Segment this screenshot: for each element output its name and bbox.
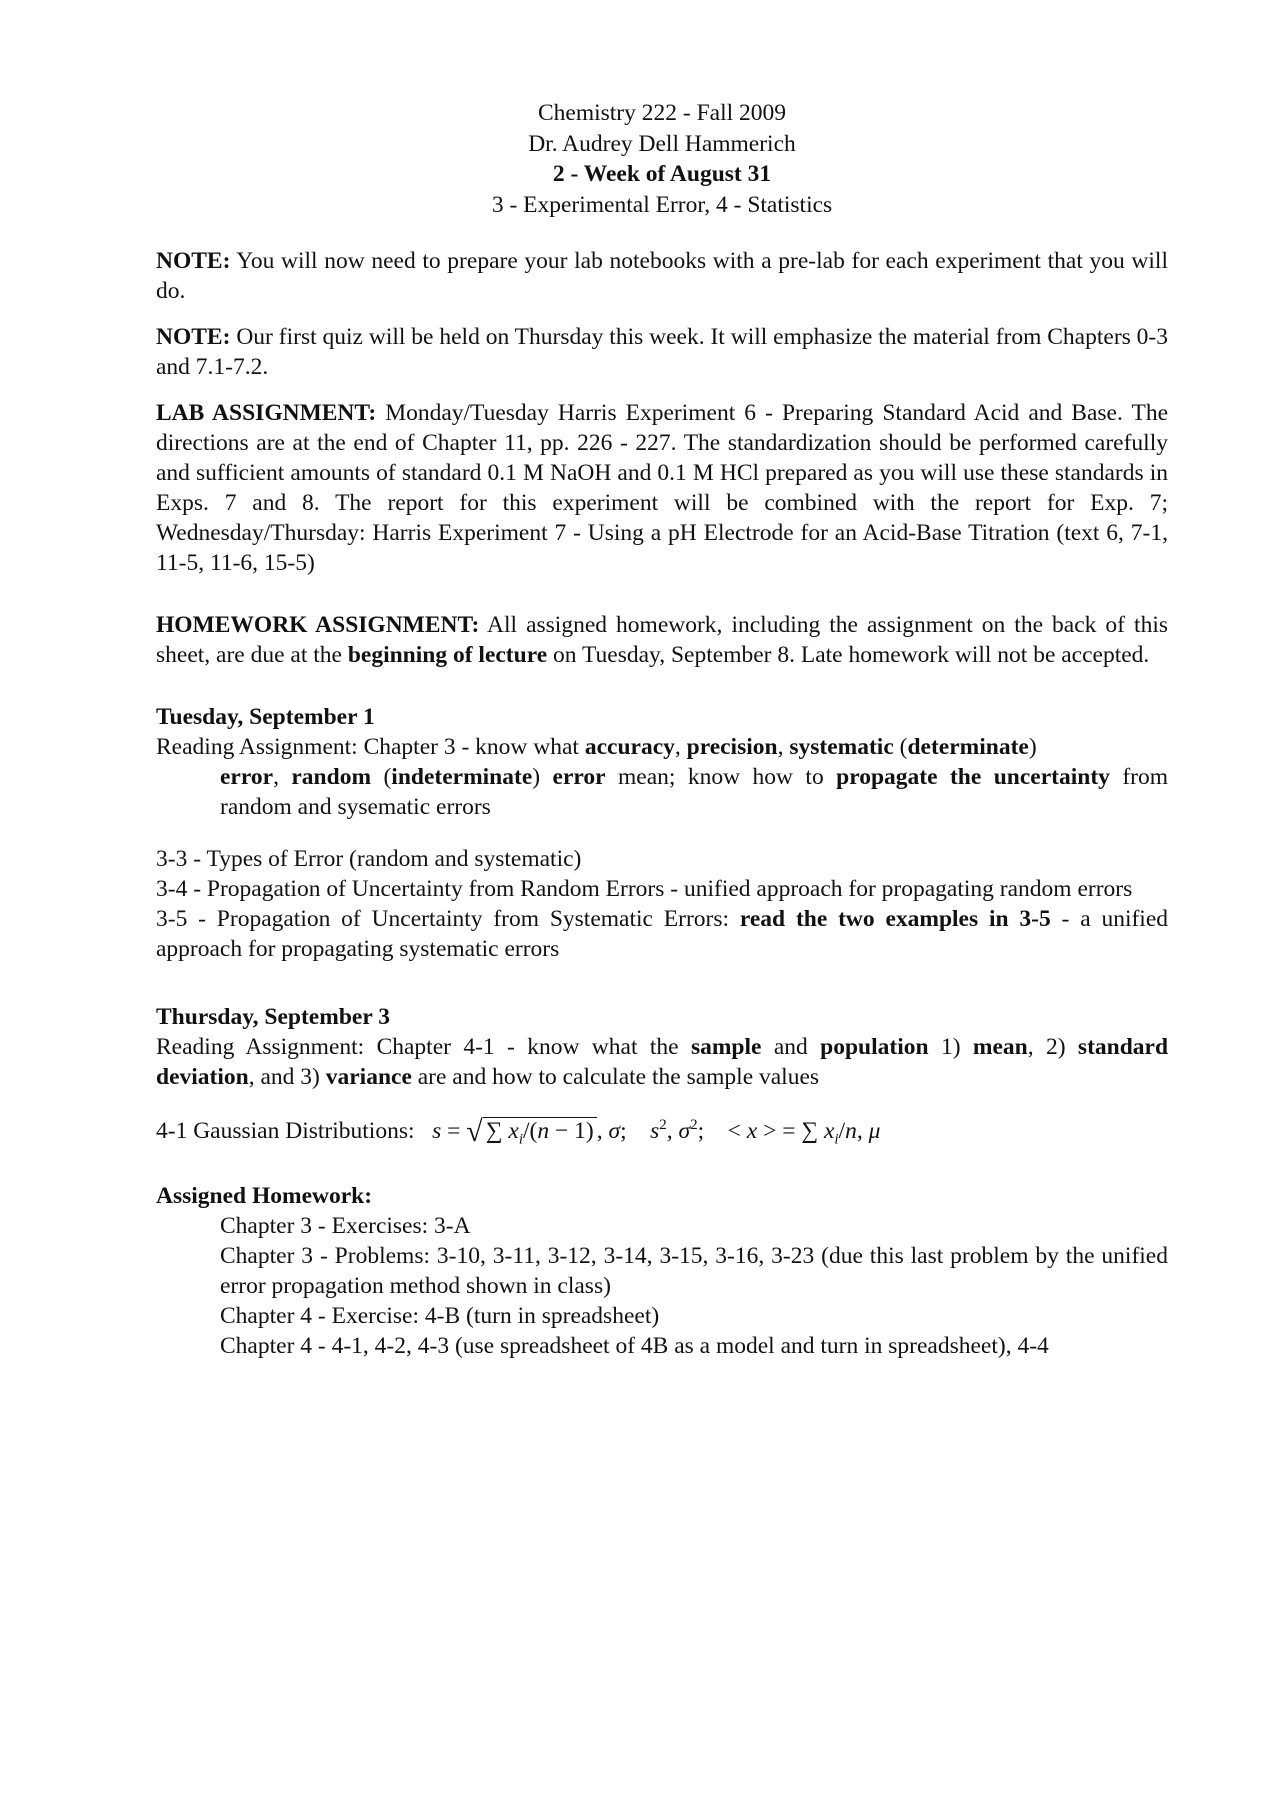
tuesday-reading-cont: error, random (indeterminate) error mean; know how to propagate the uncertainty from random and sysematic errors <box>220 764 1169 820</box>
lab-assignment <box>156 398 1168 578</box>
homework-due-emphasis: beginning of lecture <box>347 642 548 668</box>
term-precision: precision <box>686 734 778 760</box>
reading-text: , and 3) <box>248 1064 320 1090</box>
reading-text: mean; know how to <box>618 764 824 790</box>
homework-text-after: on Tuesday, September 8. Late homework will not be accepted. <box>553 642 1150 668</box>
list-item: Chapter 4 - 4-1, 4-2, 4-3 (use spreadsheet of 4B as a model and turn in spreadsheet), 4-4 <box>220 1332 1049 1359</box>
lab-text: Monday/Tuesday Harris Experiment 6 - Preparing Standard Acid and Base. The directions are at the end of Chapter 11, pp. 226 - 227. The standardization should be performed carefully and sufficient amounts of standard 0.1 M NaOH and 0.1 M HCl prepared as you will use these standards in Exps. 7 and 8. The report for this experiment will be combined with the report for Exp. 7; Wednesday/Thursday: Harris Experiment 7 - Using a pH Electrode for an Acid-Base Titration (text 6, 7-1, 11-5, 11-6, 15-5) <box>156 400 1169 576</box>
section-3-3: 3-3 - Types of Error (random and systematic) <box>156 846 582 872</box>
term-propagate: propagate the uncertainty <box>836 764 1110 790</box>
note-label: NOTE: <box>156 248 231 274</box>
reading-text: and <box>773 1034 808 1060</box>
topics-line: 3 - Experimental Error, 4 - Statistics <box>491 191 833 218</box>
list-item: Chapter 3 - Problems: 3-10, 3-11, 3-12, 3-14, 3-15, 3-16, 3-23 (due this last problem by the unified error propagation method shown in class) <box>220 1242 1168 1299</box>
thursday-heading: Thursday, September 3 <box>156 1004 390 1030</box>
note-prelab <box>156 246 1168 306</box>
tuesday-section <box>156 702 1168 964</box>
course-title: Chemistry 222 - Fall 2009 <box>537 100 787 126</box>
assigned-list <box>156 1211 1168 1361</box>
term-indeterminate: indeterminate <box>391 764 533 790</box>
document-header <box>156 98 1168 220</box>
note-quiz <box>156 322 1168 382</box>
term-accuracy: accuracy <box>584 734 675 760</box>
note-text: Our first quiz will be held on Thursday this week. It will emphasize the material from Chapters 0-3 and 7.1-7.2. <box>156 324 1169 380</box>
reading-text: 2) <box>1045 1034 1066 1060</box>
reading-text: 1) <box>940 1034 961 1060</box>
term-systematic: systematic <box>789 734 894 760</box>
section-3-5-emphasis: read the two examples in 3-5 <box>739 906 1051 932</box>
term-variance: variance <box>325 1064 412 1090</box>
reading-text: are and how to calculate the sample values <box>417 1064 820 1090</box>
tuesday-heading: Tuesday, September 1 <box>156 704 375 730</box>
list-item: Chapter 4 - Exercise: 4-B (turn in spreadsheet) <box>220 1302 660 1329</box>
term-error: error <box>220 764 274 790</box>
gaussian-label: 4-1 Gaussian Distributions: <box>156 1117 415 1144</box>
thursday-reading: Reading Assignment: Chapter 4-1 - know what the sample and population 1) mean, 2) standard deviation, and 3) variance are and how to calculate the sample values <box>156 1034 1169 1090</box>
lab-label: LAB ASSIGNMENT: <box>156 400 377 426</box>
gaussian-formula-line <box>156 1110 1168 1155</box>
formula: s = √ ∑ $x_i/(n - 1)$ , σ; $s^2$, $\sigma^2$; < x > = ∑ $x_i/n$, μ <box>432 1114 881 1148</box>
note-text: You will now need to prepare your lab notebooks with a pre-lab for each experiment that you will do. <box>156 248 1168 304</box>
term-standard-deviation: standard deviation <box>156 1034 1169 1090</box>
tuesday-reading: Reading Assignment: Chapter 3 - know what accuracy, precision, systematic (determinate) <box>156 734 1037 760</box>
document-page <box>156 98 1168 1361</box>
term-mean: mean <box>972 1034 1028 1060</box>
note-label: NOTE: <box>156 324 231 350</box>
term-random: random <box>291 764 372 790</box>
homework-text-before: All assigned homework, including the assignment on the back of this sheet, are due at the <box>156 612 1168 668</box>
assigned-heading: Assigned Homework: <box>156 1182 373 1209</box>
assigned-homework <box>156 1181 1168 1361</box>
reading-prefix: Reading Assignment: Chapter 4-1 - know what the <box>156 1034 679 1060</box>
reading-prefix: Reading Assignment: Chapter 3 - know what <box>156 734 579 760</box>
term-determinate: determinate <box>907 734 1029 760</box>
term-population: population <box>820 1034 929 1060</box>
thursday-section <box>156 1002 1168 1155</box>
section-3-4: 3-4 - Propagation of Uncertainty from Random Errors - unified approach for propagating random errors <box>156 876 1133 902</box>
homework-label: HOMEWORK ASSIGNMENT: <box>156 612 480 638</box>
reading-text: from random and sysematic errors <box>220 764 1169 820</box>
section-3-5 <box>156 904 1168 964</box>
term-sample: sample <box>690 1034 762 1060</box>
section-3-5-text: 3-5 - Propagation of Uncertainty from Systematic Errors: <box>156 906 730 932</box>
instructor-name: Dr. Audrey Dell Hammerich <box>528 130 796 157</box>
term-error: error <box>552 764 606 790</box>
homework-assignment <box>156 610 1168 670</box>
list-item: Chapter 3 - Exercises: 3-A <box>220 1212 471 1239</box>
section-3-5-text: - a unified approach for propagating systematic errors <box>156 906 1169 962</box>
week-title: 2 - Week of August 31 <box>552 161 772 187</box>
